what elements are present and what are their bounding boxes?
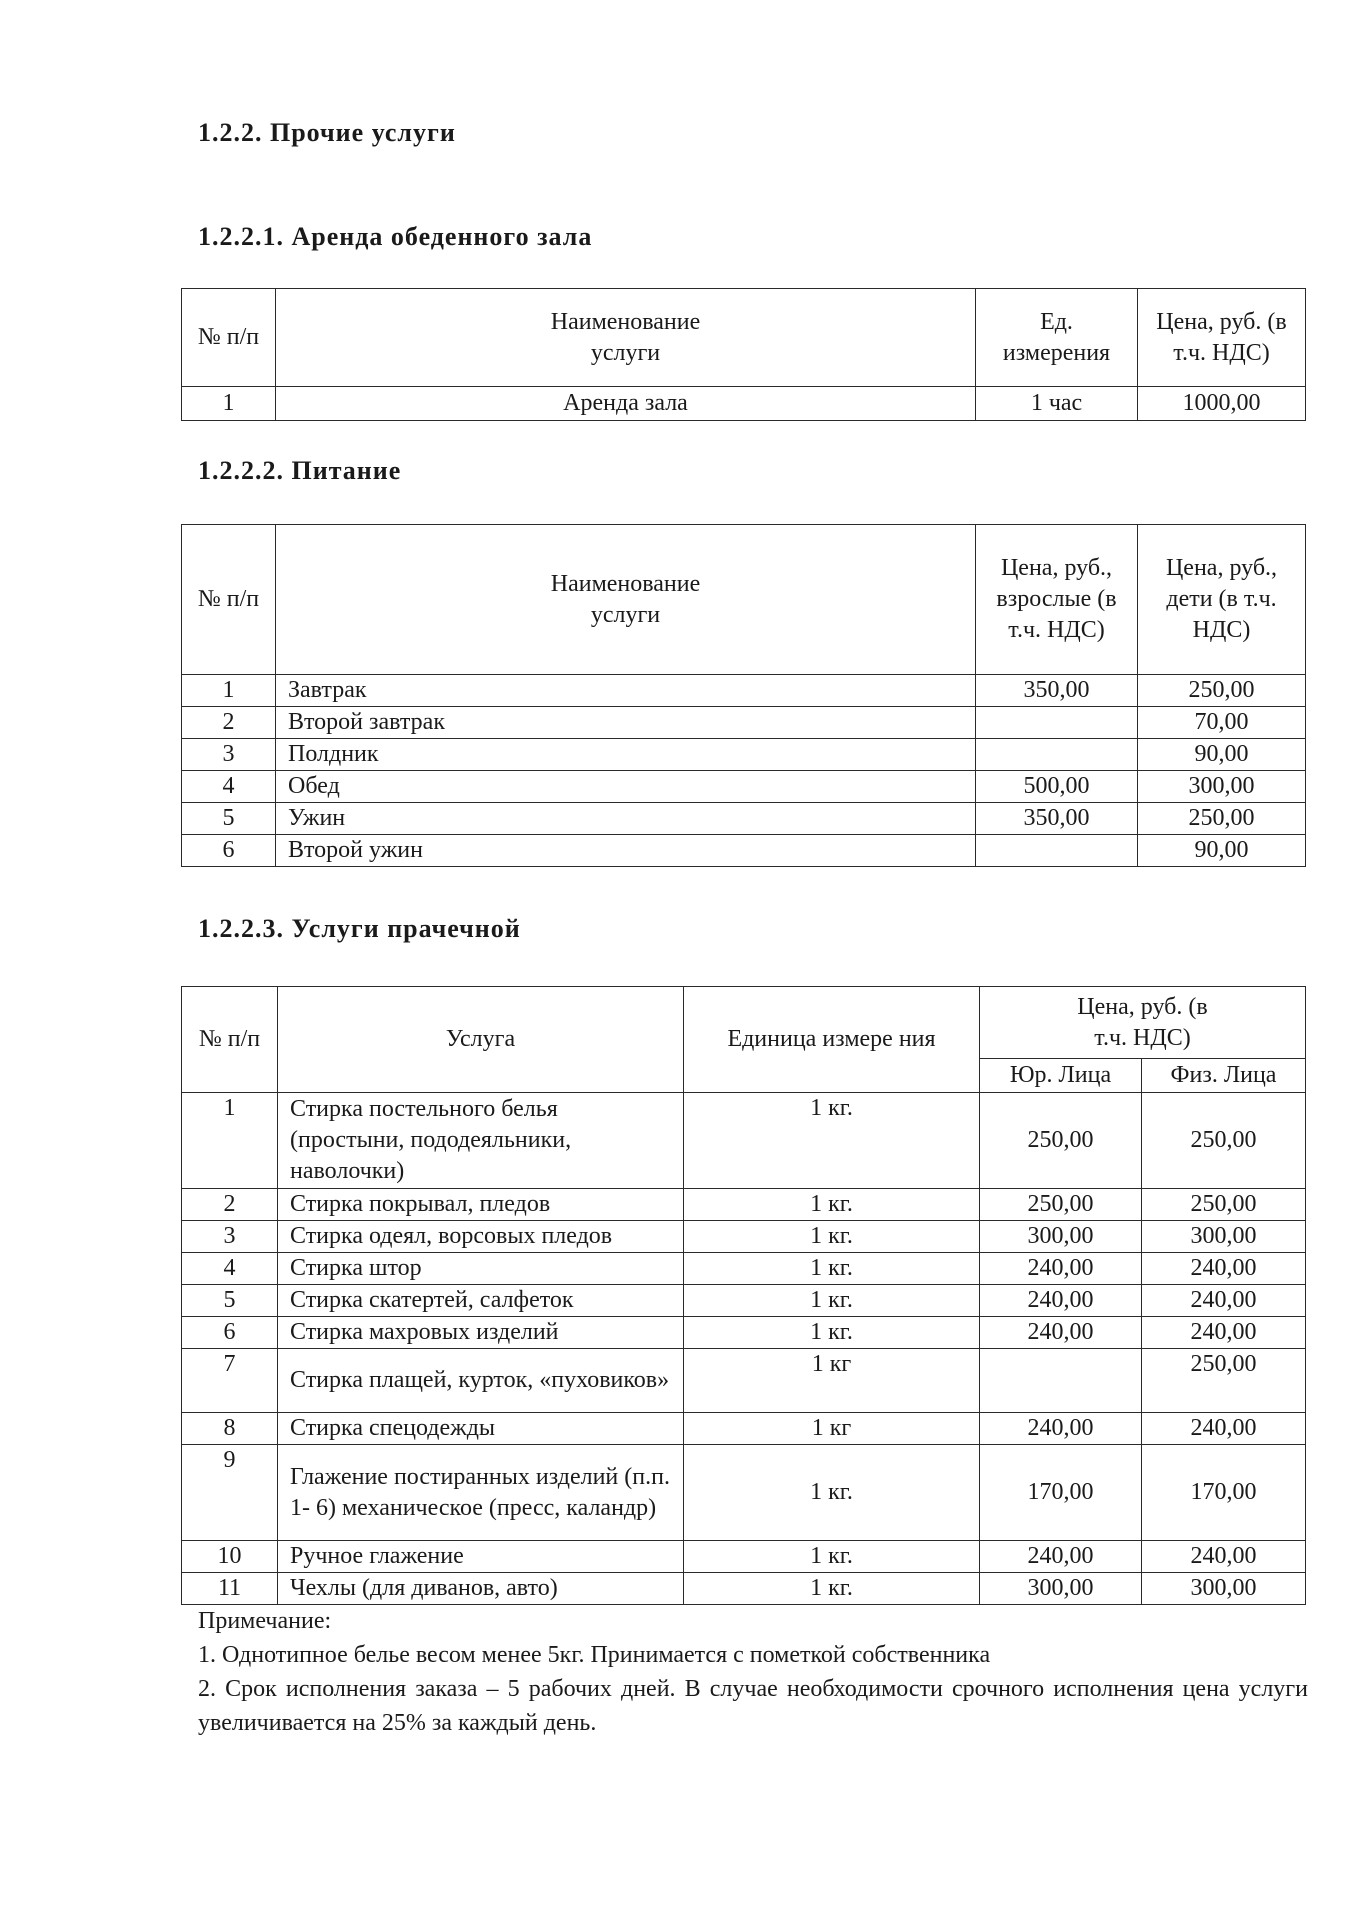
table-row xyxy=(182,1573,1306,1605)
row-service: Стирка постельного белья (простыни, пододеяльники, наволочки) xyxy=(278,1093,684,1189)
row-service: Стирка покрывал, пледов xyxy=(278,1189,684,1221)
row-unit: 1 кг. xyxy=(684,1317,980,1349)
row-service: Ручное глажение xyxy=(278,1541,684,1573)
row-adult-price xyxy=(976,835,1138,867)
row-name: Аренда зала xyxy=(276,387,976,421)
hall-section-title: 1.2.2.1. Аренда обеденного зала xyxy=(198,222,593,251)
food-table xyxy=(181,524,1306,867)
row-number: 3 xyxy=(182,739,276,771)
table-row xyxy=(182,1221,1306,1253)
note-item: 2. Срок исполнения заказа – 5 рабочих дней. В случае необходимости срочного исполнения цена услуги увеличивается на 25% за каждый день. xyxy=(198,1676,1308,1736)
row-child-price: 250,00 xyxy=(1138,803,1306,835)
header-n: № п/п xyxy=(182,987,278,1093)
table-row xyxy=(182,1093,1306,1189)
row-individual-price: 300,00 xyxy=(1142,1221,1306,1253)
row-unit: 1 кг xyxy=(684,1413,980,1445)
header-unit-text: Единица измере ния xyxy=(727,1026,936,1052)
header-unit xyxy=(684,987,980,1093)
row-unit: 1 кг. xyxy=(684,1541,980,1573)
row-service: Стирка плащей, курток, «пуховиков» xyxy=(278,1349,684,1413)
table-row xyxy=(182,1349,1306,1413)
row-unit: 1 кг. xyxy=(684,1189,980,1221)
row-name: Второй завтрак xyxy=(276,707,976,739)
note-item: 1. Однотипное белье весом менее 5кг. Принимается с пометкой собственника xyxy=(198,1642,991,1668)
table-row xyxy=(182,1413,1306,1445)
header-n: № п/п xyxy=(182,289,276,387)
row-child-price: 70,00 xyxy=(1138,707,1306,739)
row-name: Полдник xyxy=(276,739,976,771)
header-name-text: Наименование услуги xyxy=(550,570,701,628)
row-service: Глажение постиранных изделий (п.п. 1- 6) механическое (пресс, каландр) xyxy=(278,1445,684,1541)
row-individual-price: 240,00 xyxy=(1142,1285,1306,1317)
row-unit: 1 кг. xyxy=(684,1221,980,1253)
row-individual-price: 240,00 xyxy=(1142,1253,1306,1285)
header-price xyxy=(1138,289,1306,387)
row-number: 1 xyxy=(182,675,276,707)
row-child-price: 300,00 xyxy=(1138,771,1306,803)
row-service: Стирка скатертей, салфеток xyxy=(278,1285,684,1317)
row-unit: 1 кг xyxy=(684,1349,980,1413)
row-number: 5 xyxy=(182,1285,278,1317)
row-individual-price: 240,00 xyxy=(1142,1541,1306,1573)
section-title: 1.2.2. Прочие услуги xyxy=(198,118,456,147)
row-child-price: 90,00 xyxy=(1138,835,1306,867)
row-price: 1000,00 xyxy=(1138,387,1306,421)
row-individual-price: 250,00 xyxy=(1142,1093,1306,1189)
notes-title: Примечание: xyxy=(198,1608,332,1634)
row-legal-price: 240,00 xyxy=(980,1413,1142,1445)
row-number: 7 xyxy=(182,1349,278,1413)
table-row xyxy=(182,835,1306,867)
row-number: 3 xyxy=(182,1221,278,1253)
row-individual-price: 240,00 xyxy=(1142,1317,1306,1349)
row-adult-price xyxy=(976,707,1138,739)
row-unit: 1 кг. xyxy=(684,1093,980,1189)
row-child-price: 90,00 xyxy=(1138,739,1306,771)
food-section-title: 1.2.2.2. Питание xyxy=(198,456,402,485)
row-legal-price: 240,00 xyxy=(980,1253,1142,1285)
table-row xyxy=(182,1285,1306,1317)
header-legal: Юр. Лица xyxy=(980,1059,1142,1093)
row-number: 5 xyxy=(182,803,276,835)
row-number: 9 xyxy=(182,1445,278,1541)
row-number: 6 xyxy=(182,835,276,867)
table-row xyxy=(182,1445,1306,1541)
row-name: Ужин xyxy=(276,803,976,835)
row-individual-price: 170,00 xyxy=(1142,1445,1306,1541)
row-service: Стирка штор xyxy=(278,1253,684,1285)
row-name: Завтрак xyxy=(276,675,976,707)
row-individual-price: 250,00 xyxy=(1142,1189,1306,1221)
table-row xyxy=(182,739,1306,771)
laundry-table xyxy=(181,986,1306,1605)
table-row xyxy=(182,1317,1306,1349)
header-price-text: Цена, руб. (в т.ч. НДС) xyxy=(1077,993,1208,1051)
row-number: 2 xyxy=(182,707,276,739)
food-header-row xyxy=(182,525,1306,675)
row-number: 6 xyxy=(182,1317,278,1349)
header-name xyxy=(276,289,976,387)
header-unit xyxy=(976,289,1138,387)
row-number: 2 xyxy=(182,1189,278,1221)
row-individual-price: 300,00 xyxy=(1142,1573,1306,1605)
table-row xyxy=(182,675,1306,707)
header-n: № п/п xyxy=(182,525,276,675)
row-unit: 1 кг. xyxy=(684,1285,980,1317)
table-row xyxy=(182,707,1306,739)
hall-header-row xyxy=(182,289,1306,387)
row-adult-price: 350,00 xyxy=(976,803,1138,835)
header-unit-text: Ед. измерения xyxy=(1002,308,1111,366)
table-row xyxy=(182,771,1306,803)
row-individual-price: 250,00 xyxy=(1142,1349,1306,1413)
row-unit: 1 кг. xyxy=(684,1253,980,1285)
row-child-price: 250,00 xyxy=(1138,675,1306,707)
notes xyxy=(198,1604,1308,1740)
row-name: Второй ужин xyxy=(276,835,976,867)
laundry-section-title: 1.2.2.3. Услуги прачечной xyxy=(198,914,521,943)
row-legal-price: 170,00 xyxy=(980,1445,1142,1541)
table-row xyxy=(182,1541,1306,1573)
header-child-text: Цена, руб., дети (в т.ч. НДС) xyxy=(1165,555,1278,643)
row-number: 4 xyxy=(182,771,276,803)
row-service: Стирка махровых изделий xyxy=(278,1317,684,1349)
row-unit: 1 час xyxy=(976,387,1138,421)
row-legal-price: 250,00 xyxy=(980,1093,1142,1189)
table-row xyxy=(182,1189,1306,1221)
row-legal-price: 240,00 xyxy=(980,1541,1142,1573)
header-child-price xyxy=(1138,525,1306,675)
header-adult-text: Цена, руб., взрослые (в т.ч. НДС) xyxy=(996,555,1117,643)
table-row xyxy=(182,1253,1306,1285)
laundry-header-row xyxy=(182,987,1306,1059)
row-number: 11 xyxy=(182,1573,278,1605)
hall-table xyxy=(181,288,1306,421)
row-number: 1 xyxy=(182,1093,278,1189)
row-legal-price: 240,00 xyxy=(980,1285,1142,1317)
table-row xyxy=(182,387,1306,421)
row-unit: 1 кг. xyxy=(684,1573,980,1605)
row-unit: 1 кг. xyxy=(684,1445,980,1541)
header-name-text: Наименование услуги xyxy=(550,308,701,366)
row-name: Обед xyxy=(276,771,976,803)
row-legal-price: 300,00 xyxy=(980,1573,1142,1605)
row-legal-price: 250,00 xyxy=(980,1189,1142,1221)
row-service: Чехлы (для диванов, авто) xyxy=(278,1573,684,1605)
header-name xyxy=(276,525,976,675)
row-adult-price: 500,00 xyxy=(976,771,1138,803)
row-legal-price xyxy=(980,1349,1142,1413)
row-service: Стирка одеял, ворсовых пледов xyxy=(278,1221,684,1253)
row-legal-price: 300,00 xyxy=(980,1221,1142,1253)
header-price-text: Цена, руб. (в т.ч. НДС) xyxy=(1156,308,1287,366)
header-price xyxy=(980,987,1306,1059)
table-row xyxy=(182,803,1306,835)
row-adult-price xyxy=(976,739,1138,771)
row-number: 8 xyxy=(182,1413,278,1445)
row-individual-price: 240,00 xyxy=(1142,1413,1306,1445)
row-adult-price: 350,00 xyxy=(976,675,1138,707)
header-adult-price xyxy=(976,525,1138,675)
row-number: 1 xyxy=(182,387,276,421)
row-number: 10 xyxy=(182,1541,278,1573)
row-number: 4 xyxy=(182,1253,278,1285)
row-service: Стирка спецодежды xyxy=(278,1413,684,1445)
header-service: Услуга xyxy=(278,987,684,1093)
header-individual: Физ. Лица xyxy=(1142,1059,1306,1093)
row-legal-price: 240,00 xyxy=(980,1317,1142,1349)
